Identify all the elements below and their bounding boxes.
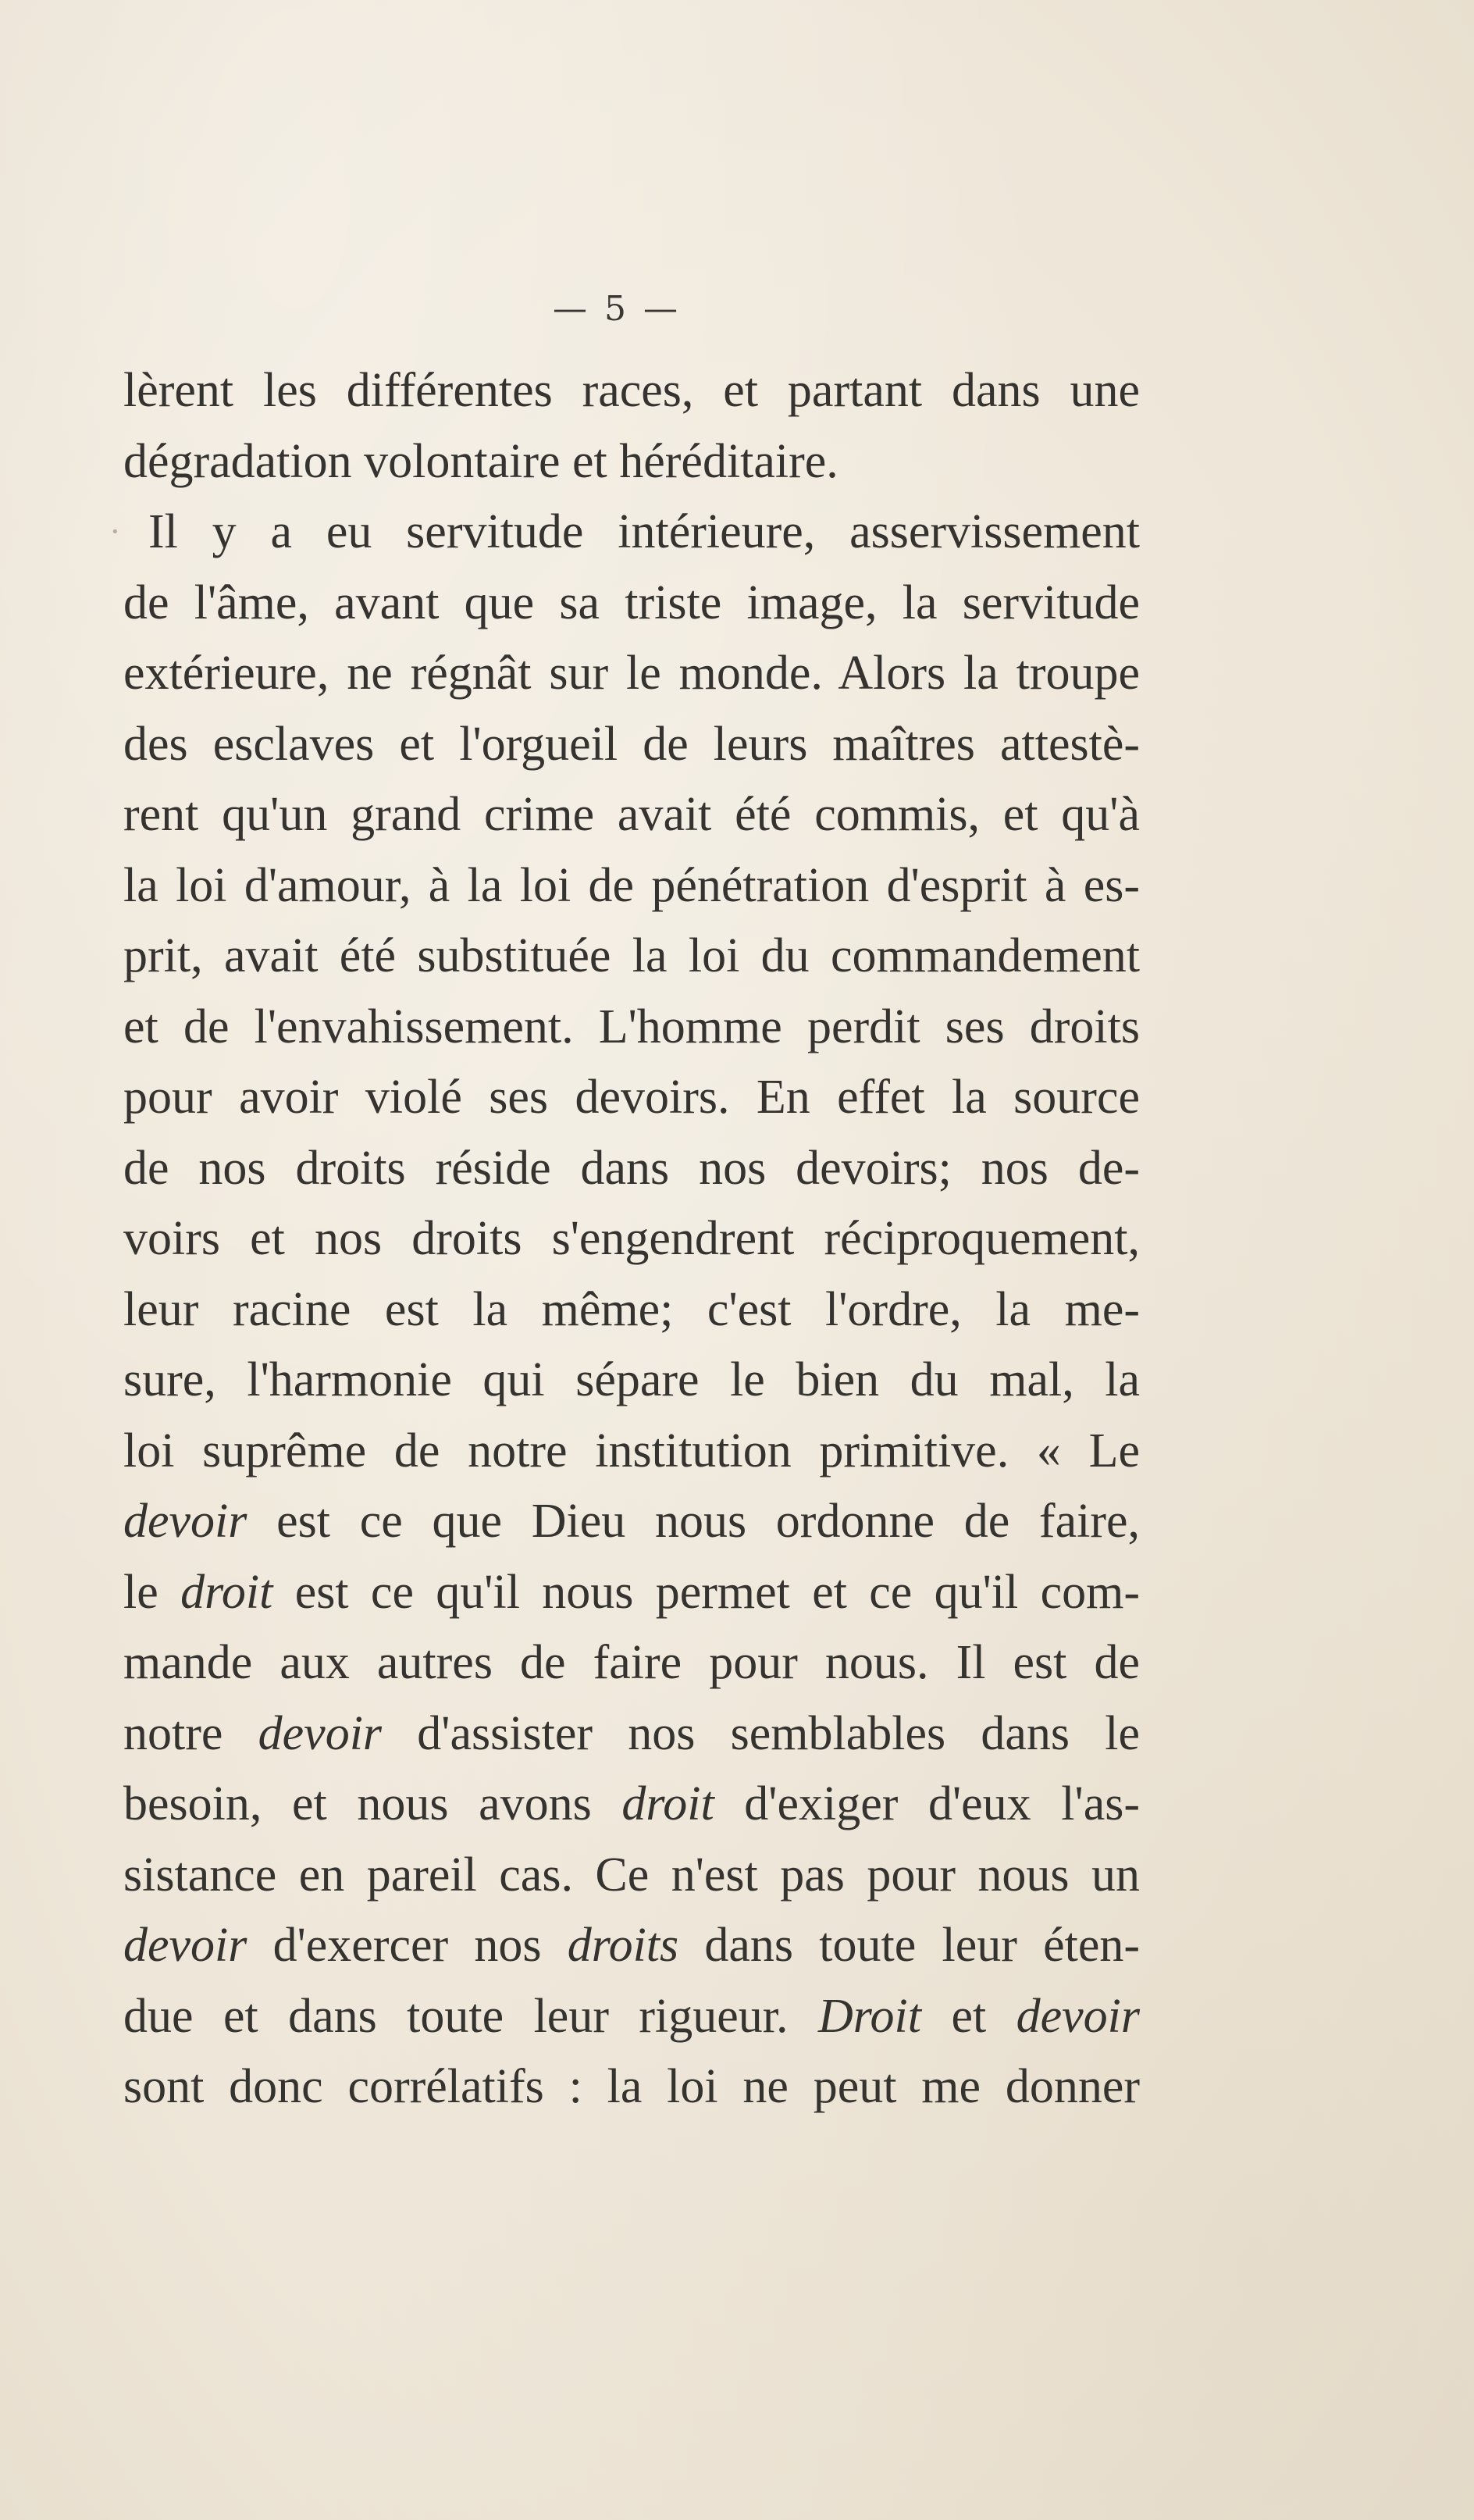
text-segment: d'exiger d'eux l'as- — [714, 1777, 1140, 1830]
text-segment: due et dans toute leur rigueur. — [123, 1989, 818, 2043]
italic-word: droit — [621, 1777, 714, 1830]
italic-word: devoir — [123, 1495, 247, 1548]
text-segment: d'exercer nos — [247, 1919, 568, 1972]
text-line: leur racine est la même; c'est l'ordre, la me- — [123, 1282, 1140, 1336]
text-line — [123, 1698, 1140, 1770]
text-line: des esclaves et l'orgueil de leurs maîtres attestè- — [123, 717, 1140, 771]
text-line: prit, avait été substituée la loi du commandement — [123, 929, 1140, 982]
page-number: — 5 — — [553, 289, 681, 329]
text-line — [123, 1981, 1140, 2052]
paragraph-start-line — [109, 497, 1140, 568]
text-line-content: Il y a eu servitude intérieure, asservissement — [148, 505, 1140, 558]
text-line: extérieure, ne régnât sur le monde. Alors la troupe — [123, 647, 1140, 700]
text-line: sure, l'harmonie qui sépare le bien du mal, la — [123, 1353, 1140, 1406]
text-line — [123, 1910, 1140, 1981]
text-segment: dans toute leur éten- — [678, 1919, 1140, 1972]
text-line — [123, 1486, 1140, 1557]
italic-word: droit — [180, 1565, 273, 1619]
italic-word: devoir — [258, 1706, 383, 1760]
text-line: lèrent les différentes races, et partant dans une — [123, 364, 1140, 417]
text-segment: notre — [123, 1706, 258, 1760]
text-line: rent qu'un grand crime avait été commis, et qu'à — [123, 788, 1140, 841]
text-line: dégradation volontaire et héréditaire. — [123, 434, 838, 488]
text-line: sont donc corrélatifs : la loi ne peut me donner — [123, 2060, 1140, 2113]
italic-word: Droit — [817, 1989, 922, 2043]
text-line — [123, 1769, 1140, 1840]
text-segment: est ce que Dieu nous ordonne de faire, — [247, 1495, 1140, 1548]
text-segment: et — [921, 1989, 1016, 2043]
margin-mark: · — [109, 512, 121, 551]
text-line: sistance en pareil cas. Ce n'est pas pour nous un — [123, 1848, 1140, 1902]
italic-word: droits — [567, 1919, 679, 1972]
italic-word: devoir — [123, 1919, 247, 1972]
text-segment: d'assister nos semblables dans le — [382, 1706, 1141, 1760]
text-segment: le — [123, 1565, 181, 1619]
italic-word: devoir — [1016, 1989, 1141, 2043]
text-line: voirs et nos droits s'engendrent réciproquement, — [123, 1212, 1140, 1265]
text-line: la loi d'amour, à la loi de pénétration d'esprit à es- — [123, 858, 1140, 912]
text-line: loi suprême de notre institution primitive. « Le — [123, 1424, 1140, 1477]
text-line: de nos droits réside dans nos devoirs; nos de- — [123, 1141, 1140, 1195]
text-segment: besoin, et nous avons — [123, 1777, 622, 1830]
text-line: pour avoir violé ses devoirs. En effet la source — [123, 1071, 1140, 1124]
body-text — [109, 355, 1141, 2123]
text-line: et de l'envahissement. L'homme perdit ses droits — [123, 1000, 1140, 1053]
text-line: mande aux autres de faire pour nous. Il est de — [123, 1636, 1140, 1689]
text-line — [123, 1557, 1140, 1628]
text-segment: est ce qu'il nous permet et ce qu'il com- — [272, 1565, 1141, 1619]
text-line: de l'âme, avant que sa triste image, la servitude — [123, 576, 1140, 629]
